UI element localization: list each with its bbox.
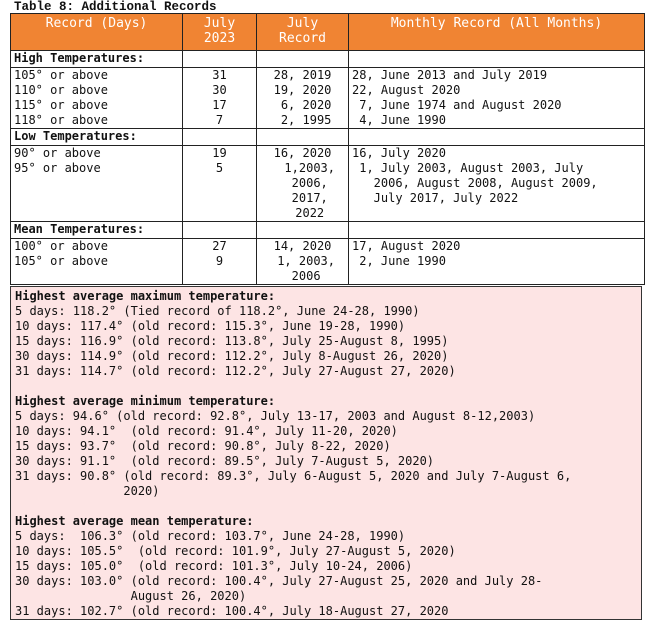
cell-line: 28, 2019	[273, 68, 332, 82]
cell-line	[14, 176, 179, 191]
section-body-row	[11, 68, 645, 129]
cell-line: 17	[212, 98, 227, 112]
cell-line	[14, 269, 179, 284]
cell-line: 110° or above	[14, 83, 108, 97]
empty-cell	[257, 51, 349, 68]
cell-line: 2006	[284, 269, 321, 283]
cell-line	[14, 206, 179, 221]
cell-line: 16, July 2020	[352, 146, 446, 160]
cell-line: 2006,	[277, 176, 328, 190]
header-july-record: July Record	[257, 14, 349, 51]
july-record-cell	[257, 68, 349, 129]
record-line: 30 days: 91.1° (old record: 89.5°, July 7-August 5, 2020)	[15, 454, 435, 468]
cell-line: 7	[215, 113, 224, 127]
cell-line: 31	[212, 68, 227, 82]
july-2023-cell	[183, 68, 257, 129]
cell-line: 100° or above	[14, 239, 108, 253]
cell-line	[352, 206, 641, 221]
cell-line: 6, 2020	[273, 98, 332, 112]
cell-line: 2022	[280, 206, 325, 220]
record-line: 30 days: 103.0° (old record: 100.4°, July 27-August 25, 2020 and July 28-	[15, 574, 543, 588]
empty-cell	[257, 222, 349, 239]
empty-cell	[183, 51, 257, 68]
cell-line: 14, 2020	[273, 239, 332, 253]
empty-cell	[349, 129, 645, 146]
empty-cell	[183, 129, 257, 146]
cell-line: 30	[212, 83, 227, 97]
empty-cell	[257, 129, 349, 146]
empty-cell	[183, 222, 257, 239]
header-record-days: Record (Days)	[11, 14, 183, 51]
record-line: 10 days: 94.1° (old record: 91.4°, July 11-20, 2020)	[15, 424, 398, 438]
record-heading: Highest average maximum temperature:	[15, 289, 276, 303]
cell-line: 4, June 1990	[352, 113, 446, 127]
record-line: 5 days: 106.3° (old record: 103.7°, June 24-28, 1990)	[15, 529, 406, 543]
empty-cell	[349, 222, 645, 239]
empty-cell	[349, 51, 645, 68]
cell-line	[186, 191, 253, 206]
cell-line: 105° or above	[14, 68, 108, 82]
additional-records-table	[10, 13, 645, 285]
cell-line: 28, June 2013 and July 2019	[352, 68, 548, 82]
record-days-cell	[11, 68, 183, 129]
monthly-record-cell	[349, 146, 645, 222]
section-header-row	[11, 51, 645, 68]
header-july-2023: July 2023	[183, 14, 257, 51]
cell-line: 1, July 2003, August 2003, July	[352, 161, 584, 175]
cell-line: 2006, August 2008, August 2009,	[352, 176, 598, 190]
monthly-record-cell	[349, 68, 645, 129]
cell-line: 7, June 1974 and August 2020	[352, 98, 562, 112]
cell-line: 19	[212, 146, 227, 160]
cell-line: 90° or above	[14, 146, 101, 160]
cell-line: 22, August 2020	[352, 83, 461, 97]
cell-line: 1, 2003,	[269, 254, 336, 268]
record-line: 15 days: 105.0° (old record: 101.3°, July 10-24, 2006)	[15, 559, 413, 573]
cell-line	[14, 191, 179, 206]
record-line: 5 days: 118.2° (Tied record of 118.2°, June 24-28, 1990)	[15, 304, 420, 318]
july-record-cell	[257, 146, 349, 222]
record-line: August 26, 2020)	[15, 589, 247, 603]
section-header-row	[11, 222, 645, 239]
section-header-row	[11, 129, 645, 146]
spacer	[15, 379, 637, 394]
cell-line	[186, 269, 253, 284]
section-body-row	[11, 239, 645, 285]
cell-line	[186, 176, 253, 191]
july-2023-cell	[183, 239, 257, 285]
cell-line: 5	[215, 161, 224, 175]
record-line: 15 days: 116.9° (old record: 113.8°, July 25-August 8, 1995)	[15, 334, 449, 348]
cell-line: 17, August 2020	[352, 239, 461, 253]
section-label: Low Temperatures:	[11, 129, 183, 146]
cell-line: 16, 2020	[273, 146, 332, 160]
cell-line: 115° or above	[14, 98, 108, 112]
section-label: Mean Temperatures:	[11, 222, 183, 239]
cell-line: July 2017, July 2022	[352, 191, 519, 205]
record-line: 31 days: 90.8° (old record: 89.3°, July 6-August 5, 2020 and July 7-August 6,	[15, 469, 572, 483]
monthly-record-cell	[349, 239, 645, 285]
july-record-cell	[257, 239, 349, 285]
cell-line: 2017,	[277, 191, 328, 205]
record-line: 30 days: 114.9° (old record: 112.2°, July 8-August 26, 2020)	[15, 349, 449, 363]
cell-line: 19, 2020	[273, 83, 332, 97]
cell-line: 105° or above	[14, 254, 108, 268]
record-line: 2020)	[15, 484, 160, 498]
july-2023-cell	[183, 146, 257, 222]
cell-line	[352, 269, 641, 284]
record-line: 10 days: 117.4° (old record: 115.3°, June 19-28, 1990)	[15, 319, 406, 333]
record-line: 31 days: 114.7° (old record: 112.2°, July 27-August 27, 2020)	[15, 364, 456, 378]
cell-line: 2, June 1990	[352, 254, 446, 268]
cell-line: 118° or above	[14, 113, 108, 127]
record-line: 15 days: 93.7° (old record: 90.8°, July 8-22, 2020)	[15, 439, 391, 453]
record-heading: Highest average mean temperature:	[15, 514, 254, 528]
cell-line	[186, 206, 253, 221]
cell-line: 2, 1995	[273, 113, 332, 127]
header-row	[11, 14, 645, 51]
record-line: 5 days: 94.6° (old record: 92.8°, July 13-17, 2003 and August 8-12,2003)	[15, 409, 536, 423]
table-title: Table 8: Additional Records	[14, 0, 217, 14]
record-heading: Highest average minimum temperature:	[15, 394, 276, 408]
record-days-cell	[11, 239, 183, 285]
header-monthly-record: Monthly Record (All Months)	[349, 14, 645, 51]
cell-line: 1,2003,	[269, 161, 336, 175]
record-line: 10 days: 105.5° (old record: 101.9°, July 27-August 5, 2020)	[15, 544, 456, 558]
cell-line: 27	[212, 239, 227, 253]
section-body-row	[11, 146, 645, 222]
section-label: High Temperatures:	[11, 51, 183, 68]
record-line: 31 days: 102.7° (old record: 100.4°, July 18-August 27, 2020	[15, 604, 449, 618]
records-summary-box	[10, 286, 642, 620]
cell-line: 9	[215, 254, 224, 268]
cell-line: 95° or above	[14, 161, 101, 175]
record-days-cell	[11, 146, 183, 222]
spacer	[15, 499, 637, 514]
